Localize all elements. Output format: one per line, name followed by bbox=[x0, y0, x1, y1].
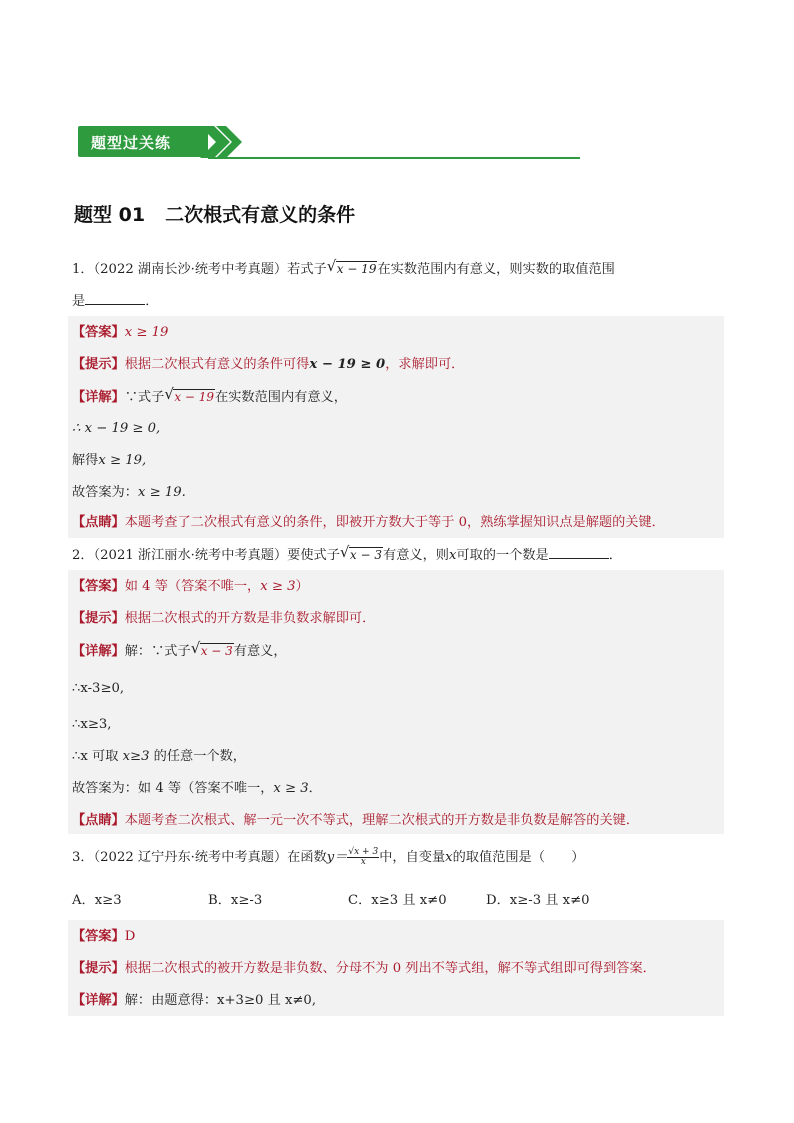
q3-fraction: $\frac{√x + 3}{x}$ bbox=[348, 847, 379, 867]
q2-step-3: ∴x 可取 x≥3 的任意一个数， bbox=[72, 749, 246, 764]
q1-comment: 【点睛】本题考查了二次根式有意义的条件，即被开方数大于等于 0，熟练掌握知识点是解题的关键． bbox=[72, 515, 665, 530]
q3-option-d: D．x≥-3 且 x≠0 bbox=[486, 893, 590, 908]
q2-step-1: ∴x-3≥0, bbox=[72, 681, 125, 696]
q2-answer-blank bbox=[549, 546, 609, 559]
q1-detail: 【详解】∵式子 √ x − 19在实数范围内有意义， bbox=[72, 385, 347, 405]
q1-step-2: 解得x ≥ 19, bbox=[72, 453, 147, 468]
q1-answer: 【答案】x ≥ 19 bbox=[72, 325, 169, 340]
q2-radical: √ x − 3 bbox=[339, 543, 383, 562]
q1-step-1: ∴ x − 19 ≥ 0, bbox=[72, 421, 161, 436]
q2-detail: 【详解】解：∵式子 √ x − 3有意义， bbox=[72, 639, 287, 659]
banner-underline bbox=[208, 157, 580, 159]
q1-answer-blank bbox=[85, 292, 145, 305]
banner-title: 题型过关练 bbox=[91, 134, 172, 152]
section-title bbox=[74, 200, 355, 227]
q3-hint: 【提示】根据二次根式的被开方数是非负数、分母不为 0 列出不等式组，解不等式组即可得到答案． bbox=[72, 961, 656, 976]
banner-stripes-icon bbox=[78, 124, 248, 160]
q2-answer: 【答案】如 4 等（答案不唯一，x ≥ 3） bbox=[72, 579, 309, 594]
q1-hint: 【提示】根据二次根式有意义的条件可得x − 19 ≥ 0，求解即可． bbox=[72, 357, 465, 372]
q1-line2-end: ． bbox=[145, 294, 159, 309]
q3-detail: 【详解】解：由题意得：x+3≥0 且 x≠0, bbox=[72, 993, 317, 1008]
q3-option-a: A．x≥3 bbox=[72, 893, 122, 908]
q1-solution-box bbox=[68, 316, 724, 538]
q3-answer: 【答案】D bbox=[72, 929, 136, 944]
question-3: 3．（2022 辽宁丹东·统考中考真题）在函数y＝ $\frac{√x + 3}{x}$ 中，自变量x的取值范围是（ ） bbox=[72, 847, 585, 867]
section-number: 题型 01 bbox=[74, 204, 146, 226]
section-banner bbox=[78, 124, 580, 160]
q2-detail-radical: √ x − 3 bbox=[190, 639, 233, 658]
q2-step-2: ∴x≥3, bbox=[72, 717, 112, 732]
section-title-text: 二次根式有意义的条件 bbox=[165, 204, 356, 226]
q1-detail-radical: √ x − 19 bbox=[164, 385, 215, 404]
q1-text-2: 在实数范围内有意义，则实数的取值范围 bbox=[377, 262, 615, 277]
q3-option-b: B．x≥-3 bbox=[208, 893, 263, 908]
q1-line2-text: 是 bbox=[72, 294, 86, 309]
q2-comment: 【点睛】本题考查二次根式、解一元一次不等式，理解二次根式的开方数是非负数是解答的关键． bbox=[72, 813, 640, 828]
question-2: 2．（2021 浙江丽水·统考中考真题）要使式子 √ x − 3有意义，则x可取的一个数是 ． bbox=[72, 543, 622, 563]
q2-step-4: 故答案为：如 4 等（答案不唯一，x ≥ 3． bbox=[72, 781, 322, 796]
q3-option-c: C．x≥3 且 x≠0 bbox=[348, 893, 447, 908]
question-1-line2 bbox=[72, 292, 158, 311]
q1-radical: √ x − 19 bbox=[326, 257, 377, 276]
q2-hint: 【提示】根据二次根式的开方数是非负数求解即可． bbox=[72, 611, 376, 626]
question-1 bbox=[72, 257, 615, 279]
q1-text: 1．（2022 湖南长沙·统考中考真题）若式子 bbox=[72, 262, 327, 277]
q1-step-3: 故答案为：x ≥ 19. bbox=[72, 485, 186, 500]
